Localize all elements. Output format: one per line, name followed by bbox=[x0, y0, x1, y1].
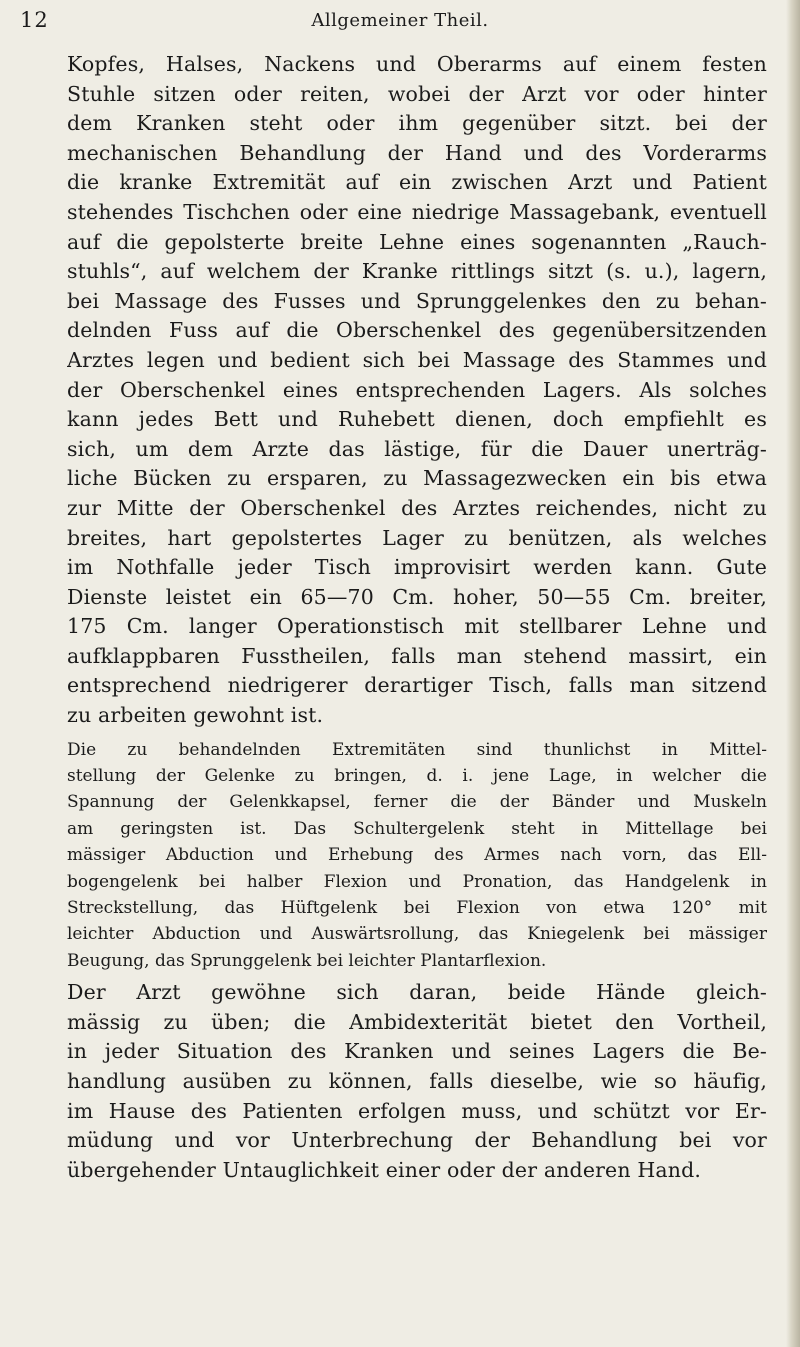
text-line: im Hause des Patienten erfolgen muss, und schützt vor Er- bbox=[67, 1098, 767, 1123]
text-line: delnden Fuss auf die Oberschenkel des gegenübersitzenden bbox=[67, 318, 767, 343]
page-edge-shadow bbox=[786, 0, 800, 1347]
text-line: stuhls“, auf welchem der Kranke rittlings sitzt (s. u.), lagern, bbox=[67, 259, 767, 284]
text-line: mässiger Abduction und Erhebung des Armes nach vorn, das Ell- bbox=[67, 845, 767, 866]
text-line: bei Massage des Fusses und Sprunggelenkes den zu behan- bbox=[67, 288, 767, 313]
text-line: mässig zu üben; die Ambidexterität bietet den Vortheil, bbox=[67, 1009, 767, 1034]
page-header bbox=[0, 8, 800, 38]
text-line: im Nothfalle jeder Tisch improvisirt werden kann. Gute bbox=[67, 555, 767, 580]
paragraph-3 bbox=[67, 978, 767, 1185]
text-line: auf die gepolsterte breite Lehne eines sogenannten „Rauch- bbox=[67, 229, 767, 254]
paragraph-1 bbox=[67, 50, 767, 731]
text-line: Arztes legen und bedient sich bei Massage des Stammes und bbox=[67, 347, 767, 372]
text-line: Der Arzt gewöhne sich daran, beide Hände gleich- bbox=[67, 980, 767, 1005]
running-head: Allgemeiner Theil. bbox=[311, 10, 489, 31]
text-line: zu arbeiten gewohnt ist. bbox=[67, 703, 324, 728]
text-line: Streckstellung, das Hüftgelenk bei Flexion von etwa 120° mit bbox=[67, 898, 767, 918]
text-line: 175 Cm. langer Operationstisch mit stellbarer Lehne und bbox=[67, 614, 767, 639]
text-line: liche Bücken zu ersparen, zu Massagezwecken ein bis etwa bbox=[67, 466, 767, 491]
text-line: müdung und vor Unterbrechung der Behandlung bei vor bbox=[67, 1128, 767, 1153]
text-line: am geringsten ist. Das Schultergelenk steht in Mittellage bei bbox=[67, 818, 767, 839]
text-line: stellung der Gelenke zu bringen, d. i. jene Lage, in welcher die bbox=[67, 766, 767, 787]
page-number: 12 bbox=[20, 8, 49, 32]
text-line: Die zu behandelnden Extremitäten sind thunlichst in Mittel- bbox=[67, 739, 767, 760]
text-line: bogengelenk bei halber Flexion und Pronation, das Handgelenk in bbox=[67, 871, 767, 892]
text-line: leichter Abduction und Auswärtsrollung, das Kniegelenk bei mässiger bbox=[67, 924, 767, 945]
text-line: entsprechend niedrigerer derartiger Tisch, falls man sitzend bbox=[67, 673, 767, 698]
text-line: stehendes Tischchen oder eine niedrige Massagebank, eventuell bbox=[67, 199, 767, 224]
text-line: Dienste leistet ein 65—70 Cm. hoher, 50—55 Cm. breiter, bbox=[67, 584, 767, 609]
text-line: Spannung der Gelenkkapsel, ferner die der Bänder und Muskeln bbox=[67, 792, 767, 813]
paragraph-2-small-print bbox=[67, 737, 767, 975]
text-line: Stuhle sitzen oder reiten, wobei der Arzt vor oder hinter bbox=[67, 81, 767, 106]
text-line: zur Mitte der Oberschenkel des Arztes reichendes, nicht zu bbox=[67, 495, 767, 520]
text-line: kann jedes Bett und Ruhebett dienen, doch empfiehlt es bbox=[67, 407, 767, 432]
text-line: aufklappbaren Fusstheilen, falls man stehend massirt, ein bbox=[67, 643, 767, 668]
text-line: breites, hart gepolstertes Lager zu benützen, als welches bbox=[67, 525, 767, 550]
text-line: handlung ausüben zu können, falls dieselbe, wie so häufig, bbox=[67, 1068, 767, 1093]
text-line: der Oberschenkel eines entsprechenden Lagers. Als solches bbox=[67, 377, 767, 402]
page-body bbox=[67, 50, 767, 1185]
text-line: in jeder Situation des Kranken und seines Lagers die Be- bbox=[67, 1039, 767, 1064]
text-line: Kopfes, Halses, Nackens und Oberarms auf einem festen bbox=[67, 52, 767, 76]
text-line: Beugung, das Sprunggelenk bei leichter Plantarflexion. bbox=[67, 950, 547, 971]
text-line: die kranke Extremität auf ein zwischen Arzt und Patient bbox=[67, 170, 767, 195]
text-line: übergehender Untauglichkeit einer oder der anderen Hand. bbox=[67, 1157, 702, 1182]
text-line: dem Kranken steht oder ihm gegenüber sitzt. bei der bbox=[67, 111, 767, 136]
text-line: sich, um dem Arzte das lästige, für die Dauer unerträg- bbox=[67, 436, 767, 461]
text-line: mechanischen Behandlung der Hand und des Vorderarms bbox=[67, 140, 767, 165]
